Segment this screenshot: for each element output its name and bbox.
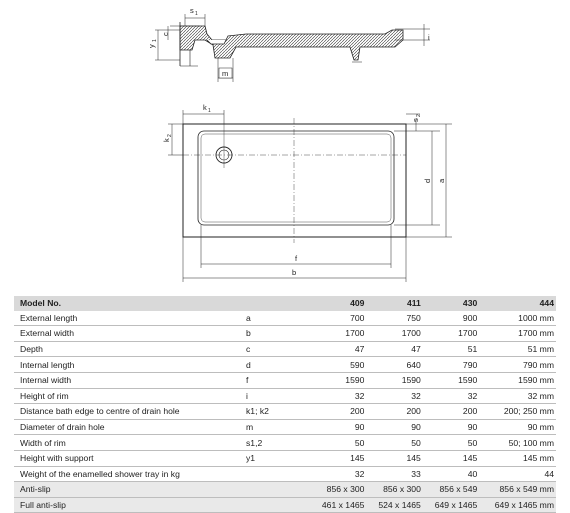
cell-411: 50 xyxy=(411,437,421,448)
cell-430: 790 xyxy=(462,359,478,370)
cell-444: 51 mm xyxy=(527,344,554,355)
cell-411: 90 xyxy=(411,422,421,433)
table-row xyxy=(14,466,556,482)
cell-409: 50 xyxy=(354,437,365,448)
cell-430: 900 xyxy=(462,312,478,323)
cell-label: Width of rim xyxy=(20,437,66,448)
cell-symbol: s1,2 xyxy=(246,437,263,448)
cell-411: 145 xyxy=(406,453,421,464)
drain-insert xyxy=(207,40,226,44)
cell-430: 90 xyxy=(467,422,478,433)
cell-409: 32 xyxy=(354,468,365,479)
label-b: b xyxy=(292,268,297,277)
cross-section-view xyxy=(155,14,430,82)
cell-411: 47 xyxy=(411,344,421,355)
label-c: c xyxy=(161,32,170,36)
cell-444: 1700 mm xyxy=(518,328,554,339)
cell-symbol: f xyxy=(246,375,249,386)
label-s1: s xyxy=(190,6,194,15)
cell-label: Weight of the enamelled shower tray in kg xyxy=(20,468,180,479)
label-y1-sub: 1 xyxy=(152,39,158,42)
cell-409: 700 xyxy=(350,312,365,323)
header-model: Model No. xyxy=(14,296,244,311)
cell-444: 856 x 549 mm xyxy=(499,484,554,495)
cell-444: 1590 mm xyxy=(518,375,554,386)
cell-430: 40 xyxy=(467,468,478,479)
table-row xyxy=(14,357,556,373)
cell-409: 145 xyxy=(350,453,365,464)
cell-label: Internal length xyxy=(20,359,75,370)
cell-430: 200 xyxy=(462,406,478,417)
label-m: m xyxy=(222,69,229,78)
cell-409: 90 xyxy=(354,422,365,433)
label-i: i xyxy=(428,33,430,42)
cell-symbol: k1; k2 xyxy=(246,406,269,417)
label-s2: s xyxy=(411,118,420,122)
cell-444: 200; 250 mm xyxy=(503,406,554,417)
cell-symbol xyxy=(244,466,310,482)
label-s1-sub: 1 xyxy=(195,11,198,17)
cell-label: External width xyxy=(20,328,74,339)
table-row xyxy=(14,419,556,435)
label-a: a xyxy=(437,178,446,183)
cell-label: Internal width xyxy=(20,375,72,386)
cell-430: 51 xyxy=(467,344,478,355)
cell-430: 32 xyxy=(467,390,478,401)
cell-430: 1700 xyxy=(458,328,478,339)
cell-411: 1700 xyxy=(401,328,421,339)
header-symbol xyxy=(244,296,310,311)
header-411: 411 xyxy=(366,296,422,311)
cell-symbol: d xyxy=(246,359,251,370)
cell-430: 50 xyxy=(467,437,478,448)
cell-label: External length xyxy=(20,312,78,323)
label-y1: y xyxy=(147,44,156,48)
cell-411: 1590 xyxy=(401,375,421,386)
cell-label: Diameter of drain hole xyxy=(20,422,105,433)
cell-444: 145 mm xyxy=(522,453,554,464)
cell-444: 649 x 1465 mm xyxy=(494,500,554,511)
cell-label: Depth xyxy=(20,344,43,355)
table-row xyxy=(14,311,556,326)
label-k2: k xyxy=(162,138,171,142)
tray-inner-outline-2 xyxy=(201,134,391,222)
plan-view-labels xyxy=(162,103,446,277)
cell-label: Height with support xyxy=(20,453,94,464)
tray-inner-outline xyxy=(198,131,394,225)
cell-label: Anti-slip xyxy=(20,484,51,495)
table-row xyxy=(14,482,556,498)
header-444: 444 xyxy=(479,296,556,311)
cell-symbol: y1 xyxy=(246,453,256,464)
cell-411: 524 x 1465 xyxy=(378,500,421,511)
cell-409: 1590 xyxy=(345,375,365,386)
label-f: f xyxy=(295,254,298,263)
cell-430: 145 xyxy=(462,453,478,464)
cell-409: 856 x 300 xyxy=(326,484,365,495)
cell-409: 1700 xyxy=(345,328,365,339)
cell-444: 790 mm xyxy=(522,359,554,370)
cell-symbol xyxy=(244,482,310,498)
cell-symbol: m xyxy=(246,422,254,433)
cell-444: 32 mm xyxy=(527,390,554,401)
specification-table xyxy=(14,296,556,513)
table-row xyxy=(14,372,556,388)
plan-view xyxy=(168,110,452,282)
cell-409: 200 xyxy=(350,406,365,417)
cell-label: Height of rim xyxy=(20,390,69,401)
cell-symbol: b xyxy=(246,328,251,339)
label-s2-sub: 2 xyxy=(416,114,422,117)
cell-411: 750 xyxy=(406,312,421,323)
table-row xyxy=(14,450,556,466)
cell-411: 200 xyxy=(406,406,421,417)
cell-label: Distance bath edge to centre of drain hole xyxy=(20,406,180,417)
cell-409: 461 x 1465 xyxy=(321,500,365,511)
table-row xyxy=(14,341,556,357)
label-k1: k xyxy=(203,103,207,112)
cell-411: 32 xyxy=(411,390,421,401)
table-row xyxy=(14,326,556,342)
tray-outer-outline xyxy=(183,124,406,237)
cell-411: 640 xyxy=(406,359,421,370)
cell-444: 90 mm xyxy=(527,422,554,433)
header-409: 409 xyxy=(310,296,366,311)
cell-symbol: c xyxy=(246,344,251,355)
cell-411: 856 x 300 xyxy=(383,484,421,495)
cell-444: 50; 100 mm xyxy=(508,437,554,448)
cell-symbol: a xyxy=(246,312,251,323)
cell-symbol: i xyxy=(246,390,248,401)
cell-symbol xyxy=(244,497,310,513)
cell-430: 649 x 1465 xyxy=(434,500,478,511)
cell-444: 1000 mm xyxy=(518,312,554,323)
header-430: 430 xyxy=(423,296,479,311)
label-k1-sub: 1 xyxy=(208,108,211,114)
label-k2-sub: 2 xyxy=(167,134,173,137)
table-row xyxy=(14,435,556,451)
cell-409: 32 xyxy=(354,390,365,401)
cell-409: 47 xyxy=(354,344,365,355)
table-header-row xyxy=(14,296,556,311)
cell-444: 44 xyxy=(544,468,554,479)
table-row xyxy=(14,497,556,513)
label-d: d xyxy=(423,178,432,183)
cell-label: Full anti-slip xyxy=(20,500,66,511)
cell-409: 590 xyxy=(350,359,365,370)
cell-430: 1590 xyxy=(458,375,478,386)
table-row xyxy=(14,404,556,420)
table-row xyxy=(14,388,556,404)
cell-430: 856 x 549 xyxy=(439,484,478,495)
cell-411: 33 xyxy=(411,468,421,479)
